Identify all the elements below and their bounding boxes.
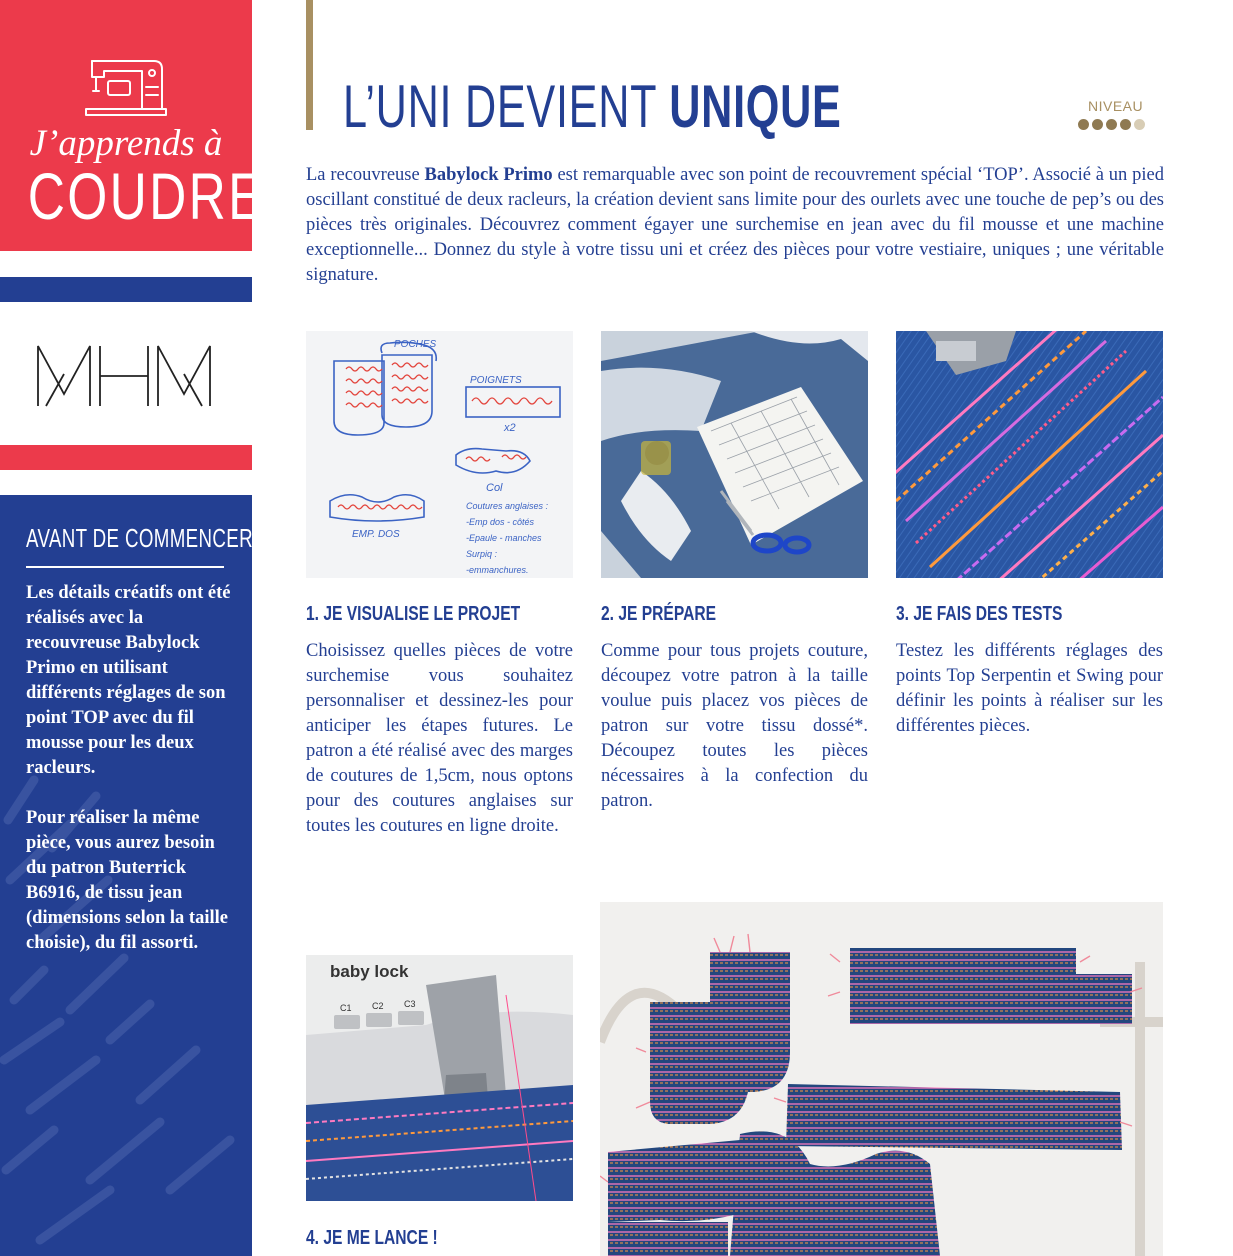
sketch-label: POIGNETS bbox=[470, 375, 522, 386]
level-dot-filled bbox=[1106, 119, 1117, 130]
intro-text: est remarquable avec son point de recouvrement spécial ‘TOP’. Associé à un pied oscillant constitué de deux racleurs, la création devient sans limite pour des ourlets avec une touche de pep’s ou des pièces très originales. Découvrez comment égayer une surchemise en jean avec du fil mousse et une machine exceptionnelle... Donnez du style à votre tissu uni et créez des pièces pour votre vestiaire, uniques ; une véritable signature. bbox=[306, 165, 1164, 285]
page-title bbox=[343, 72, 842, 141]
stitch-illustration bbox=[896, 331, 1163, 578]
level-label: NIVEAU bbox=[1088, 98, 1144, 114]
pieces-illustration bbox=[600, 902, 1163, 1256]
intro-paragraph bbox=[306, 163, 1164, 288]
sketch-note: -Epaule - manches bbox=[466, 533, 542, 543]
sketch-label: POCHES bbox=[394, 339, 437, 350]
photo-stitch-tests bbox=[896, 331, 1163, 578]
sketch-note: Surpiq : bbox=[466, 549, 498, 559]
step-3-title: 3. JE FAIS DES TESTS bbox=[896, 603, 1063, 625]
sketch-label: EMP. DOS bbox=[352, 529, 400, 540]
photo-finished-pieces bbox=[600, 902, 1163, 1256]
machine-key-label: C2 bbox=[372, 1001, 384, 1011]
machine-key-label: C1 bbox=[340, 1003, 352, 1013]
level-indicator bbox=[1078, 119, 1145, 130]
step-1-title: 1. JE VISUALISE LE PROJET bbox=[306, 603, 521, 625]
photo-machine bbox=[306, 955, 573, 1201]
step-2-title: 2. JE PRÉPARE bbox=[601, 603, 717, 625]
brand-script: J’apprends à bbox=[29, 123, 223, 164]
sketch-label: Col bbox=[486, 482, 503, 494]
sketch-note: -emmanchures. bbox=[466, 565, 529, 575]
stripe-red bbox=[0, 445, 252, 470]
brand-title: COUDRE bbox=[27, 159, 265, 233]
photo-sketch bbox=[306, 331, 573, 578]
step-3-text: Testez les différents réglages des points Top Serpentin et Swing pour définir les points à réaliser sur les différentes pièces. bbox=[896, 641, 1163, 736]
machine-illustration bbox=[306, 955, 573, 1201]
stripe-blue bbox=[0, 277, 252, 302]
sketch-label: x2 bbox=[504, 422, 516, 434]
sketch-note: -Emp dos - côtés bbox=[466, 517, 535, 527]
level-dot-filled bbox=[1078, 119, 1089, 130]
title-bold: UNIQUE bbox=[669, 73, 842, 140]
level-dot-filled bbox=[1120, 119, 1131, 130]
step-1-text: Choisissez quelles pièces de votre surchemise vous souhaitez personnaliser et dessinez-les pour anticiper les étapes futures. Le patron a été réalisé avec des marges de coutures de 1,5cm, nous optons pour des coutures anglaises sur toutes les coutures en ligne droite. bbox=[306, 641, 573, 836]
title-light: L’UNI DEVIENT bbox=[343, 73, 658, 140]
before-paragraph: Pour réaliser la même pièce, vous aurez besoin du patron Buterrick B6916, de tissu jean (dimensions selon la taille choisie), du fil assorti. bbox=[26, 808, 228, 953]
level-dot-empty bbox=[1134, 119, 1145, 130]
before-rule bbox=[26, 566, 224, 568]
before-paragraph: Les détails créatifs ont été réalisés avec la recouvreuse Babylock Primo en utilisant différents réglages de son point TOP avec du fil mousse pour les deux racleurs. bbox=[26, 583, 231, 778]
sketch-illustration bbox=[306, 331, 573, 578]
machine-key-label: C3 bbox=[404, 999, 416, 1009]
sidebar bbox=[0, 0, 265, 1256]
sewing-machine-icon bbox=[82, 55, 168, 117]
before-text bbox=[26, 581, 231, 981]
step-2-text: Comme pour tous projets couture, découpez votre patron à la taille voulue puis placez vos pièces de patron sur votre tissu dossé*. Découpez toutes les pièces nécessaires à la confection du patron. bbox=[601, 641, 868, 811]
machine-brand: baby lock bbox=[330, 962, 409, 981]
sketch-note: Coutures anglaises : bbox=[466, 501, 549, 511]
intro-brand: Babylock Primo bbox=[424, 165, 553, 185]
level-dot-filled bbox=[1092, 119, 1103, 130]
step-4-title: 4. JE ME LANCE ! bbox=[306, 1227, 438, 1249]
brand-block bbox=[0, 0, 265, 251]
before-title: AVANT DE COMMENCER bbox=[26, 523, 253, 553]
mhm-logo bbox=[36, 344, 216, 408]
intro-text: La recouvreuse bbox=[306, 165, 425, 185]
title-accent-bar bbox=[306, 0, 313, 130]
pattern-illustration bbox=[601, 331, 868, 578]
photo-pattern-table bbox=[601, 331, 868, 578]
